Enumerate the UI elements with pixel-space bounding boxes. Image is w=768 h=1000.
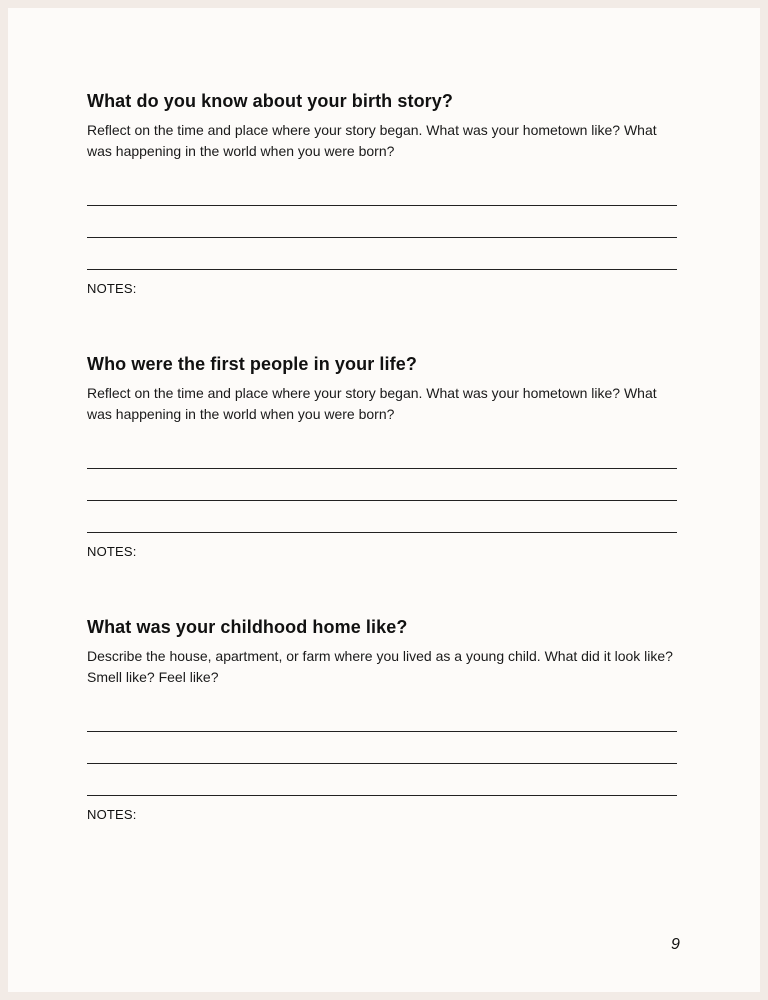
page-number: 9 bbox=[671, 936, 680, 953]
question-section-birth-story bbox=[87, 90, 687, 297]
question-heading: What do you know about your birth story? bbox=[87, 91, 453, 111]
question-section-childhood-home bbox=[87, 616, 687, 823]
answer-lines bbox=[87, 437, 687, 533]
question-heading: Who were the first people in your life? bbox=[87, 354, 417, 374]
question-heading: What was your childhood home like? bbox=[87, 617, 408, 637]
answer-line[interactable] bbox=[87, 732, 677, 764]
notes-label: NOTES: bbox=[87, 544, 137, 559]
question-prompt: Describe the house, apartment, or farm where you lived as a young child. What did it look like? Smell like? Feel like? bbox=[87, 648, 673, 685]
notes-label: NOTES: bbox=[87, 281, 137, 296]
answer-line[interactable] bbox=[87, 437, 677, 469]
question-section-first-people bbox=[87, 353, 687, 560]
answer-lines bbox=[87, 700, 687, 796]
answer-line[interactable] bbox=[87, 174, 677, 206]
question-prompt: Reflect on the time and place where your story began. What was your hometown like? What was happening in the world when you were born? bbox=[87, 122, 657, 159]
answer-line[interactable] bbox=[87, 700, 677, 732]
answer-line[interactable] bbox=[87, 238, 677, 270]
worksheet-page bbox=[8, 8, 760, 992]
answer-line[interactable] bbox=[87, 206, 677, 238]
notes-label: NOTES: bbox=[87, 807, 137, 822]
answer-line[interactable] bbox=[87, 501, 677, 533]
answer-line[interactable] bbox=[87, 764, 677, 796]
question-prompt: Reflect on the time and place where your story began. What was your hometown like? What was happening in the world when you were born? bbox=[87, 385, 657, 422]
answer-line[interactable] bbox=[87, 469, 677, 501]
answer-lines bbox=[87, 174, 687, 270]
